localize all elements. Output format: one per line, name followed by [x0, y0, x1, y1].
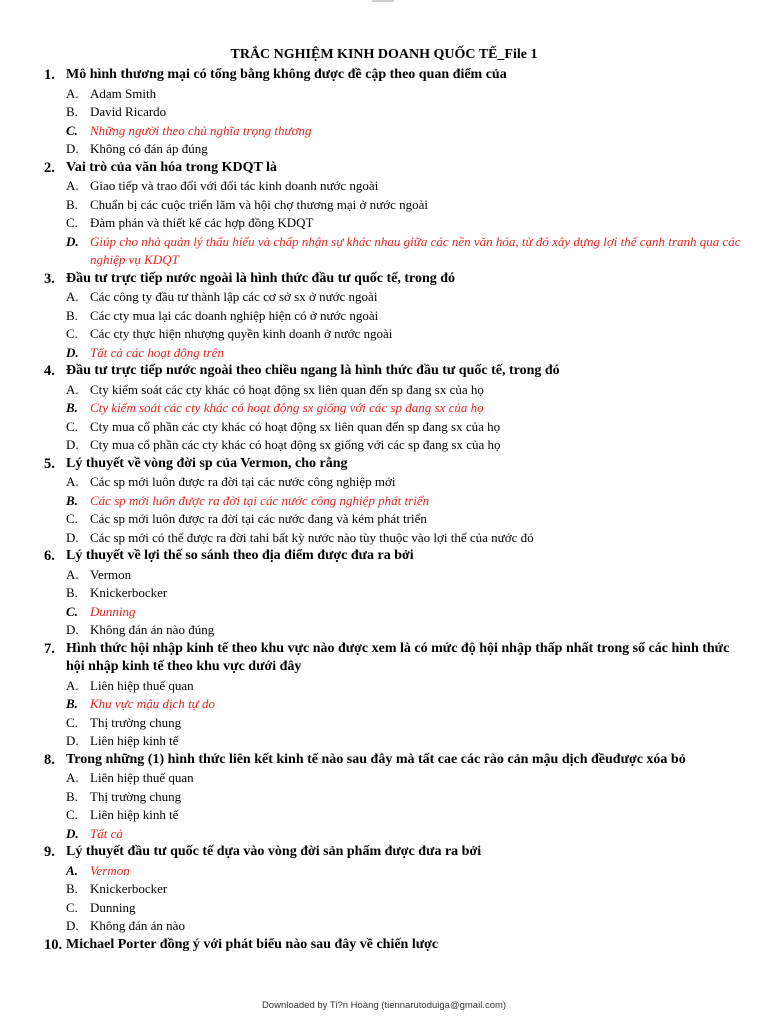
- question-number: 2.: [44, 159, 55, 176]
- question-header: [0, 66, 768, 85]
- option-letter: D.: [66, 918, 79, 933]
- header-mark: [372, 0, 394, 2]
- question-header: [0, 640, 768, 677]
- option-letter: C.: [66, 418, 78, 434]
- answer-option: [0, 714, 768, 733]
- answer-option: [0, 510, 768, 529]
- option-text: Đàm phán và thiết kế các hợp đồng KDQT: [90, 215, 314, 230]
- option-text: Các sp mới có thể được ra đời tahi bất kỳ nước nào tùy thuộc vào lợi thế của nước đó: [90, 529, 534, 545]
- option-letter: C.: [66, 807, 78, 822]
- option-letter: A.: [66, 289, 79, 304]
- question-header: [0, 936, 768, 955]
- answer-option-correct: [0, 862, 768, 881]
- question-text: Vai trò của văn hóa trong KDQT là: [66, 159, 277, 175]
- option-text: Không đán án nào: [90, 918, 185, 933]
- option-letter: C.: [66, 714, 78, 730]
- option-text: Thị trường chung: [90, 714, 182, 730]
- option-text: Liên hiệp thuế quan: [90, 677, 194, 693]
- question-header: [0, 547, 768, 566]
- question-number: 1.: [44, 67, 55, 83]
- option-text: Chuẩn bị các cuộc triển lãm và hội chợ thương mại ở nước ngoài: [90, 196, 428, 212]
- option-letter: D.: [66, 733, 79, 748]
- answer-option-correct: [0, 399, 768, 418]
- answer-option-correct: [0, 825, 768, 844]
- option-letter: A.: [66, 862, 78, 878]
- option-letter: C.: [66, 603, 78, 619]
- question-item: [0, 640, 768, 751]
- option-text: David Ricardo: [90, 104, 167, 119]
- question-item: [0, 843, 768, 936]
- question-number: 8.: [44, 751, 55, 768]
- option-text: Dunning: [90, 899, 136, 915]
- answer-option: [0, 381, 768, 400]
- document-title: TRẮC NGHIỆM KINH DOANH QUỐC TẾ_File 1: [230, 47, 538, 62]
- answer-option: [0, 529, 768, 548]
- option-letter: C.: [66, 511, 78, 526]
- question-text: Lý thuyết về lợi thế so sánh theo địa điểm được đưa ra bởi: [66, 548, 414, 563]
- option-text: Các công ty đầu tư thành lập các cơ sở sx ở nước ngoài: [90, 289, 378, 304]
- option-text: Cty mua cổ phần các cty khác có hoạt động sx liên quan đến sp đang sx của họ: [90, 418, 501, 434]
- answer-option: [0, 196, 768, 215]
- question-header: [0, 455, 768, 474]
- question-number: 3.: [44, 270, 55, 287]
- option-letter: B.: [66, 696, 78, 711]
- question-header: [0, 362, 768, 381]
- option-text: Liên hiệp thuế quan: [90, 770, 194, 785]
- option-letter: A.: [66, 178, 79, 193]
- option-text: Adam Smith: [90, 85, 157, 101]
- option-text: Liên hiệp kinh tế: [90, 807, 179, 822]
- answer-option: [0, 214, 768, 233]
- answer-option: [0, 880, 768, 899]
- option-letter: B.: [66, 492, 78, 508]
- answer-option: [0, 769, 768, 788]
- option-letter: C.: [66, 122, 78, 138]
- option-letter: B.: [66, 585, 78, 600]
- option-letter: A.: [66, 566, 79, 582]
- answer-option: [0, 677, 768, 696]
- answer-option: [0, 85, 768, 104]
- answer-option-correct: [0, 492, 768, 511]
- question-text: Michael Porter đồng ý với phát biểu nào sau đây về chiến lược: [66, 936, 439, 952]
- option-text: Thị trường chung: [90, 788, 182, 804]
- option-letter: B.: [66, 788, 78, 804]
- option-text: Vermon: [90, 566, 132, 582]
- answer-option: [0, 621, 768, 640]
- option-text: Các cty mua lại các doanh nghiệp hiện có ở nước ngoài: [90, 307, 379, 323]
- question-header: [0, 270, 768, 289]
- question-item: [0, 66, 768, 159]
- option-text: Các sp mới luôn được ra đời tại các nước đang và kém phát triển: [90, 511, 427, 526]
- option-letter: B.: [66, 104, 78, 119]
- option-text: Tất cả các hoạt động trên: [90, 344, 224, 360]
- option-letter: D.: [66, 233, 79, 249]
- question-text: Mô hình thương mại có tổng bằng không được đề cập theo quan điểm của: [66, 67, 507, 82]
- option-text: Liên hiệp kinh tế: [90, 733, 179, 748]
- option-letter: C.: [66, 899, 78, 915]
- question-list: [0, 66, 768, 954]
- option-text: Knickerbocker: [90, 585, 168, 600]
- answer-option: [0, 307, 768, 326]
- question-text: Đầu tư trực tiếp nước ngoài theo chiều ngang là hình thức đầu tư quốc tế, trong đó: [66, 363, 560, 378]
- answer-option: [0, 566, 768, 585]
- answer-option: [0, 288, 768, 307]
- question-number: 4.: [44, 363, 55, 379]
- option-text: Vermon: [90, 862, 130, 878]
- question-number: 5.: [44, 455, 55, 472]
- question-text: Lý thuyết về vòng đời sp của Vermon, cho rằng: [66, 455, 348, 471]
- option-letter: A.: [66, 770, 79, 785]
- option-letter: B.: [66, 881, 78, 896]
- question-item: [0, 270, 768, 363]
- option-letter: D.: [66, 141, 79, 156]
- option-letter: D.: [66, 622, 79, 637]
- option-text: Giao tiếp và trao đổi với đối tác kinh doanh nước ngoài: [90, 178, 379, 193]
- question-header: [0, 843, 768, 862]
- question-item: [0, 547, 768, 640]
- option-text: Không đán án nào đúng: [90, 622, 215, 637]
- option-letter: C.: [66, 215, 78, 230]
- option-text: Knickerbocker: [90, 881, 168, 896]
- answer-option: [0, 436, 768, 455]
- question-number: 6.: [44, 548, 55, 564]
- question-text: Hình thức hội nhập kinh tế theo khu vực nào được xem là có mức độ hội nhập thấp nhất trong số các hình thức hội nhập kinh tế theo khu vực dưới đây: [66, 640, 730, 674]
- answer-option: [0, 418, 768, 437]
- answer-option-correct: [0, 695, 768, 714]
- answer-option: [0, 140, 768, 159]
- question-item: [0, 455, 768, 548]
- question-number: 7.: [44, 640, 55, 657]
- answer-option: [0, 732, 768, 751]
- download-footer: Downloaded by Ti?n Hoàng (tiennarutoduiga@gmail.com): [261, 1000, 507, 1011]
- question-header: [0, 751, 768, 770]
- option-text: Những người theo chủ nghĩa trọng thương: [90, 122, 312, 138]
- question-number: 9.: [44, 844, 55, 860]
- option-text: Cty mua cổ phần các cty khác có hoạt động sx giống với các sp đang sx của họ: [90, 437, 501, 452]
- question-text: Trong những (1) hình thức liên kết kinh tế nào sau đây mà tất cae các rào cản mậu dịch đềuđược xóa bỏ: [66, 751, 686, 767]
- option-letter: D.: [66, 529, 79, 545]
- question-item: [0, 362, 768, 455]
- answer-option: [0, 177, 768, 196]
- question-text: Đầu tư trực tiếp nước ngoài là hình thức đầu tư quốc tế, trong đó: [66, 270, 456, 286]
- question-item: [0, 751, 768, 844]
- answer-option: [0, 584, 768, 603]
- option-letter: D.: [66, 437, 79, 452]
- option-text: Các sp mới luôn được ra đời tại các nước công nghiệp mới: [90, 474, 396, 489]
- option-letter: B.: [66, 196, 78, 212]
- option-text: Tất cả: [90, 825, 123, 841]
- option-letter: A.: [66, 474, 79, 489]
- question-header: [0, 159, 768, 178]
- option-letter: D.: [66, 344, 79, 360]
- answer-option: [0, 788, 768, 807]
- question-item: [0, 936, 768, 955]
- answer-option-correct: [0, 603, 768, 622]
- answer-option-correct: [0, 122, 768, 141]
- option-text: Dunning: [90, 603, 136, 619]
- option-text: Cty kiểm soát các cty khác có hoạt động sx liên quan đến sp đang sx của họ: [90, 381, 484, 397]
- question-text: Lý thuyết đầu tư quốc tế dựa vào vòng đời sản phẩm được đưa ra bởi: [66, 844, 482, 859]
- option-text: Các sp mới luôn được ra đời tại các nước công nghiệp phát triển: [90, 492, 430, 508]
- answer-option-correct: [0, 233, 768, 270]
- question-item: [0, 159, 768, 270]
- option-letter: A.: [66, 381, 79, 397]
- answer-option: [0, 103, 768, 122]
- option-letter: D.: [66, 825, 79, 841]
- option-letter: B.: [66, 400, 78, 415]
- option-text: Không có đán áp đúng: [90, 141, 208, 156]
- answer-option-correct: [0, 344, 768, 363]
- option-letter: C.: [66, 326, 78, 341]
- question-number: 10.: [44, 936, 63, 953]
- answer-option: [0, 473, 768, 492]
- option-text: Khu vực mậu dịch tự do: [90, 696, 216, 711]
- answer-option: [0, 899, 768, 918]
- answer-option: [0, 806, 768, 825]
- answer-option: [0, 917, 768, 936]
- option-letter: B.: [66, 307, 78, 323]
- option-text: Các cty thực hiện nhượng quyền kinh doanh ở nước ngoài: [90, 326, 393, 341]
- option-text: Giúp cho nhà quản lý thấu hiểu và chấp nhận sự khác nhau giữa các nền văn hóa, từ đó xây dựng lợi thế cạnh tranh qua các nghiệp vụ KDQT: [90, 233, 741, 267]
- option-text: Cty kiểm soát các cty khác có hoạt động sx giống với các sp đang sx của họ: [90, 400, 484, 415]
- option-letter: A.: [66, 85, 79, 101]
- option-letter: A.: [66, 677, 79, 693]
- answer-option: [0, 325, 768, 344]
